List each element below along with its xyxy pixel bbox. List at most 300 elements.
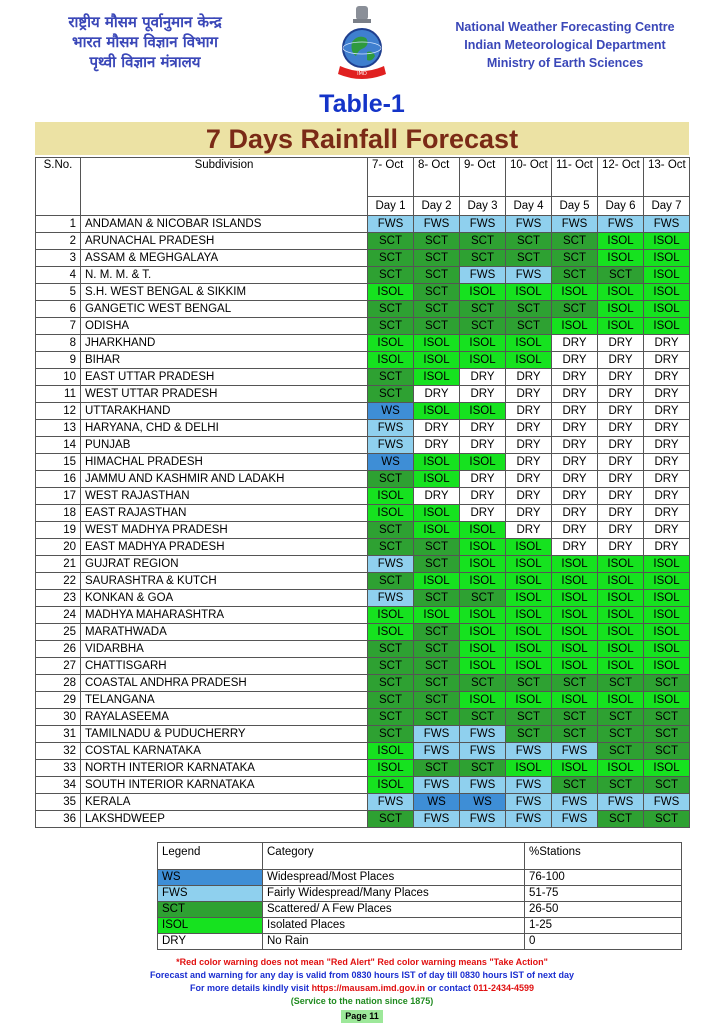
svg-text:IMD: IMD	[357, 71, 367, 77]
row-subdivision: ARUNACHAL PRADESH	[81, 233, 368, 250]
table-row	[36, 760, 690, 777]
day-header: Day 4	[506, 197, 552, 216]
legend-row	[158, 902, 682, 918]
forecast-cell: DRY	[506, 369, 552, 386]
row-sno: 19	[36, 522, 81, 539]
forecast-cell: ISOL	[414, 471, 460, 488]
forecast-cell: ISOL	[414, 369, 460, 386]
forecast-cell: DRY	[460, 386, 506, 403]
table-row	[36, 454, 690, 471]
forecast-cell: ISOL	[598, 301, 644, 318]
forecast-cell: SCT	[368, 692, 414, 709]
forecast-cell: SCT	[414, 692, 460, 709]
forecast-cell: WS	[368, 454, 414, 471]
forecast-cell: FWS	[460, 267, 506, 284]
table-row	[36, 675, 690, 692]
forecast-cell: ISOL	[368, 335, 414, 352]
forecast-cell: SCT	[598, 267, 644, 284]
forecast-cell: SCT	[368, 641, 414, 658]
row-subdivision: MARATHWADA	[81, 624, 368, 641]
row-subdivision: HIMACHAL PRADESH	[81, 454, 368, 471]
forecast-cell: SCT	[552, 301, 598, 318]
table-row	[36, 335, 690, 352]
validity-note: Forecast and warning for any day is valid from 0830 hours IST of day till 0830 hours IST of next day	[149, 970, 575, 980]
forecast-cell: SCT	[368, 573, 414, 590]
forecast-cell: ISOL	[598, 624, 644, 641]
table-row	[36, 743, 690, 760]
forecast-cell: ISOL	[506, 352, 552, 369]
table-row	[36, 420, 690, 437]
forecast-cell: SCT	[368, 301, 414, 318]
forecast-cell: ISOL	[506, 590, 552, 607]
row-sno: 3	[36, 250, 81, 267]
row-sno: 34	[36, 777, 81, 794]
hindi-line-1: राष्ट्रीय मौसम पूर्वानुमान केन्द्र	[68, 13, 222, 31]
forecast-cell: ISOL	[460, 624, 506, 641]
forecast-cell: ISOL	[552, 573, 598, 590]
row-sno: 7	[36, 318, 81, 335]
forecast-cell: DRY	[506, 488, 552, 505]
contact-line	[0, 982, 724, 995]
forecast-cell: SCT	[414, 641, 460, 658]
row-sno: 33	[36, 760, 81, 777]
forecast-cell: ISOL	[552, 590, 598, 607]
forecast-cell: ISOL	[552, 607, 598, 624]
footer	[0, 956, 724, 1023]
forecast-cell: DRY	[552, 522, 598, 539]
forecast-cell: SCT	[598, 811, 644, 828]
forecast-cell: ISOL	[414, 573, 460, 590]
english-line-2: Indian Meteorological Department	[464, 38, 666, 52]
row-subdivision: TELANGANA	[81, 692, 368, 709]
forecast-cell: DRY	[552, 352, 598, 369]
forecast-cell: SCT	[414, 590, 460, 607]
forecast-cell: SCT	[414, 318, 460, 335]
forecast-cell: FWS	[368, 794, 414, 811]
forecast-cell: ISOL	[644, 590, 690, 607]
forecast-cell: SCT	[368, 522, 414, 539]
forecast-cell: SCT	[552, 267, 598, 284]
forecast-cell: DRY	[460, 471, 506, 488]
row-subdivision: EAST UTTAR PRADESH	[81, 369, 368, 386]
row-subdivision: SOUTH INTERIOR KARNATAKA	[81, 777, 368, 794]
row-sno: 31	[36, 726, 81, 743]
row-sno: 9	[36, 352, 81, 369]
forecast-cell: ISOL	[460, 573, 506, 590]
table-row	[36, 471, 690, 488]
forecast-cell: ISOL	[644, 624, 690, 641]
row-subdivision: NORTH INTERIOR KARNATAKA	[81, 760, 368, 777]
date-header: 7- Oct	[368, 158, 414, 197]
forecast-cell: ISOL	[460, 403, 506, 420]
forecast-cell: DRY	[552, 386, 598, 403]
forecast-cell: FWS	[506, 743, 552, 760]
forecast-cell: ISOL	[644, 692, 690, 709]
forecast-cell: SCT	[368, 471, 414, 488]
row-subdivision: RAYALASEEMA	[81, 709, 368, 726]
row-subdivision: MADHYA MAHARASHTRA	[81, 607, 368, 624]
table-row	[36, 403, 690, 420]
date-header: 11- Oct	[552, 158, 598, 197]
forecast-cell: SCT	[644, 743, 690, 760]
forecast-cell: WS	[460, 794, 506, 811]
row-subdivision: GUJRAT REGION	[81, 556, 368, 573]
row-subdivision: WEST UTTAR PRADESH	[81, 386, 368, 403]
warning-note: *Red color warning does not mean "Red Alert" Red color warning means "Take Action"	[176, 957, 548, 967]
legend-category: Widespread/Most Places	[263, 870, 525, 886]
forecast-cell: ISOL	[598, 641, 644, 658]
forecast-cell: ISOL	[552, 284, 598, 301]
forecast-cell: FWS	[460, 216, 506, 233]
forecast-cell: SCT	[644, 811, 690, 828]
forecast-cell: DRY	[598, 386, 644, 403]
table-row	[36, 352, 690, 369]
row-sno: 21	[36, 556, 81, 573]
table-row	[36, 709, 690, 726]
forecast-cell: ISOL	[506, 284, 552, 301]
forecast-cell: ISOL	[598, 692, 644, 709]
forecast-cell: ISOL	[368, 488, 414, 505]
forecast-cell: DRY	[598, 335, 644, 352]
table-row	[36, 556, 690, 573]
forecast-cell: ISOL	[460, 522, 506, 539]
forecast-cell: ISOL	[598, 250, 644, 267]
row-subdivision: COASTAL ANDHRA PRADESH	[81, 675, 368, 692]
row-sno: 20	[36, 539, 81, 556]
english-header	[430, 18, 700, 72]
forecast-cell: DRY	[598, 352, 644, 369]
forecast-cell: SCT	[506, 675, 552, 692]
forecast-cell: DRY	[644, 335, 690, 352]
table-row	[36, 318, 690, 335]
forecast-cell: DRY	[644, 539, 690, 556]
sno-header: S.No.	[36, 158, 81, 216]
forecast-cell: ISOL	[368, 743, 414, 760]
forecast-cell: ISOL	[460, 335, 506, 352]
hindi-line-2: भारत मौसम विज्ञान विभाग	[72, 33, 218, 51]
row-sno: 16	[36, 471, 81, 488]
row-sno: 17	[36, 488, 81, 505]
forecast-cell: SCT	[368, 726, 414, 743]
forecast-cell: DRY	[644, 471, 690, 488]
forecast-cell: SCT	[552, 709, 598, 726]
forecast-cell: DRY	[644, 454, 690, 471]
english-line-3: Ministry of Earth Sciences	[486, 56, 644, 70]
forecast-cell: SCT	[368, 386, 414, 403]
forecast-cell: ISOL	[414, 505, 460, 522]
table-row	[36, 590, 690, 607]
table-row	[36, 641, 690, 658]
forecast-cell: FWS	[598, 794, 644, 811]
details-mid: or contact	[424, 983, 474, 993]
row-sno: 32	[36, 743, 81, 760]
forecast-cell: SCT	[598, 743, 644, 760]
forecast-cell: SCT	[368, 811, 414, 828]
forecast-cell: ISOL	[644, 760, 690, 777]
forecast-cell: DRY	[644, 505, 690, 522]
legend-col-header: Legend	[158, 843, 263, 870]
forecast-cell: DRY	[552, 505, 598, 522]
forecast-cell: DRY	[644, 522, 690, 539]
forecast-cell: SCT	[368, 267, 414, 284]
forecast-cell: ISOL	[506, 624, 552, 641]
forecast-cell: FWS	[368, 556, 414, 573]
row-sno: 15	[36, 454, 81, 471]
forecast-cell: SCT	[414, 709, 460, 726]
forecast-cell: FWS	[552, 216, 598, 233]
table-row	[36, 369, 690, 386]
forecast-cell: ISOL	[552, 760, 598, 777]
row-subdivision: ASSAM & MEGHGALAYA	[81, 250, 368, 267]
legend-code: DRY	[158, 934, 263, 950]
forecast-cell: SCT	[460, 590, 506, 607]
forecast-cell: ISOL	[552, 641, 598, 658]
forecast-cell: ISOL	[506, 760, 552, 777]
forecast-cell: ISOL	[414, 607, 460, 624]
forecast-cell: ISOL	[506, 573, 552, 590]
legend-code: ISOL	[158, 918, 263, 934]
table-row	[36, 794, 690, 811]
forecast-cell: SCT	[368, 658, 414, 675]
forecast-cell: FWS	[552, 743, 598, 760]
row-sno: 25	[36, 624, 81, 641]
stations-col-header: %Stations	[525, 843, 682, 870]
forecast-cell: DRY	[644, 420, 690, 437]
legend-row	[158, 934, 682, 950]
row-subdivision: EAST MADHYA PRADESH	[81, 539, 368, 556]
forecast-cell: FWS	[552, 794, 598, 811]
forecast-cell: SCT	[414, 233, 460, 250]
forecast-cell: DRY	[460, 420, 506, 437]
forecast-cell: SCT	[414, 539, 460, 556]
row-subdivision: WEST MADHYA PRADESH	[81, 522, 368, 539]
row-sno: 14	[36, 437, 81, 454]
table-row	[36, 539, 690, 556]
forecast-cell: SCT	[414, 675, 460, 692]
forecast-cell: DRY	[552, 403, 598, 420]
forecast-cell: DRY	[598, 420, 644, 437]
forecast-cell: ISOL	[506, 607, 552, 624]
row-sno: 18	[36, 505, 81, 522]
forecast-cell: SCT	[460, 709, 506, 726]
forecast-cell: SCT	[460, 760, 506, 777]
forecast-cell: ISOL	[644, 318, 690, 335]
forecast-cell: DRY	[506, 420, 552, 437]
forecast-cell: ISOL	[598, 318, 644, 335]
row-subdivision: LAKSHDWEEP	[81, 811, 368, 828]
legend-row	[158, 870, 682, 886]
day-header: Day 5	[552, 197, 598, 216]
legend-row	[158, 918, 682, 934]
forecast-cell: ISOL	[598, 760, 644, 777]
legend-stations: 76-100	[525, 870, 682, 886]
table-row	[36, 267, 690, 284]
legend-header-row	[158, 843, 682, 870]
forecast-cell: FWS	[414, 811, 460, 828]
row-sno: 35	[36, 794, 81, 811]
table-row	[36, 505, 690, 522]
forecast-cell: DRY	[414, 488, 460, 505]
forecast-cell: ISOL	[552, 692, 598, 709]
forecast-cell: FWS	[460, 743, 506, 760]
forecast-cell: SCT	[414, 760, 460, 777]
forecast-cell: SCT	[506, 233, 552, 250]
table-row	[36, 386, 690, 403]
row-subdivision: S.H. WEST BENGAL & SIKKIM	[81, 284, 368, 301]
forecast-cell: DRY	[414, 420, 460, 437]
day-header: Day 6	[598, 197, 644, 216]
forecast-cell: ISOL	[460, 658, 506, 675]
row-sno: 30	[36, 709, 81, 726]
forecast-cell: SCT	[460, 250, 506, 267]
forecast-cell: DRY	[552, 437, 598, 454]
forecast-cell: ISOL	[368, 607, 414, 624]
forecast-table	[35, 157, 690, 828]
forecast-cell: SCT	[460, 233, 506, 250]
forecast-cell: ISOL	[598, 284, 644, 301]
date-header: 8- Oct	[414, 158, 460, 197]
forecast-cell: SCT	[644, 726, 690, 743]
row-sno: 5	[36, 284, 81, 301]
forecast-cell: SCT	[460, 318, 506, 335]
forecast-cell: DRY	[598, 539, 644, 556]
legend-stations: 26-50	[525, 902, 682, 918]
forecast-cell: SCT	[552, 250, 598, 267]
forecast-cell: DRY	[598, 488, 644, 505]
forecast-cell: ISOL	[368, 505, 414, 522]
forecast-cell: ISOL	[460, 454, 506, 471]
forecast-cell: SCT	[368, 675, 414, 692]
forecast-cell: ISOL	[414, 522, 460, 539]
forecast-cell: FWS	[644, 794, 690, 811]
day-header: Day 2	[414, 197, 460, 216]
forecast-cell: ISOL	[368, 284, 414, 301]
forecast-cell: SCT	[644, 777, 690, 794]
forecast-cell: ISOL	[644, 556, 690, 573]
row-sno: 27	[36, 658, 81, 675]
legend-row	[158, 886, 682, 902]
row-sno: 2	[36, 233, 81, 250]
forecast-body	[36, 216, 690, 828]
forecast-cell: ISOL	[598, 658, 644, 675]
forecast-cell: ISOL	[368, 760, 414, 777]
date-header: 10- Oct	[506, 158, 552, 197]
row-subdivision: KONKAN & GOA	[81, 590, 368, 607]
forecast-cell: DRY	[552, 488, 598, 505]
forecast-cell: DRY	[552, 471, 598, 488]
forecast-cell: ISOL	[644, 658, 690, 675]
forecast-cell: FWS	[414, 743, 460, 760]
forecast-cell: ISOL	[598, 573, 644, 590]
row-sno: 24	[36, 607, 81, 624]
date-header: 13- Oct	[644, 158, 690, 197]
forecast-cell: SCT	[506, 301, 552, 318]
legend-table	[157, 842, 682, 950]
forecast-cell: SCT	[460, 301, 506, 318]
forecast-cell: DRY	[644, 403, 690, 420]
row-sno: 36	[36, 811, 81, 828]
forecast-cell: DRY	[506, 522, 552, 539]
table-title: Table-1	[319, 90, 405, 118]
row-sno: 8	[36, 335, 81, 352]
forecast-cell: ISOL	[552, 658, 598, 675]
forecast-cell: WS	[368, 403, 414, 420]
contact-phone: 011-2434-4599	[473, 983, 534, 993]
forecast-cell: SCT	[368, 318, 414, 335]
forecast-cell: FWS	[598, 216, 644, 233]
table-row	[36, 777, 690, 794]
row-subdivision: ODISHA	[81, 318, 368, 335]
forecast-cell: DRY	[598, 437, 644, 454]
table-row	[36, 284, 690, 301]
website-link[interactable]: https://mausam.imd.gov.in	[311, 983, 425, 993]
forecast-cell: DRY	[598, 403, 644, 420]
forecast-cell: SCT	[552, 777, 598, 794]
row-subdivision: N. M. M. & T.	[81, 267, 368, 284]
forecast-cell: FWS	[644, 216, 690, 233]
forecast-cell: ISOL	[644, 250, 690, 267]
imd-emblem-icon	[334, 4, 390, 84]
forecast-cell: FWS	[506, 777, 552, 794]
forecast-cell: SCT	[368, 233, 414, 250]
row-sno: 11	[36, 386, 81, 403]
forecast-cell: SCT	[414, 624, 460, 641]
forecast-cell: ISOL	[460, 607, 506, 624]
forecast-cell: SCT	[552, 726, 598, 743]
forecast-cell: ISOL	[644, 284, 690, 301]
forecast-cell: FWS	[506, 267, 552, 284]
forecast-cell: DRY	[460, 369, 506, 386]
forecast-cell: SCT	[552, 675, 598, 692]
forecast-cell: ISOL	[644, 607, 690, 624]
forecast-cell: DRY	[552, 420, 598, 437]
forecast-cell: DRY	[552, 335, 598, 352]
table-row	[36, 573, 690, 590]
forecast-cell: SCT	[368, 539, 414, 556]
forecast-cell: DRY	[506, 437, 552, 454]
hindi-header	[40, 12, 250, 72]
forecast-cell: DRY	[552, 539, 598, 556]
legend-code: WS	[158, 870, 263, 886]
forecast-cell: DRY	[460, 505, 506, 522]
table-row	[36, 488, 690, 505]
forecast-cell: DRY	[506, 471, 552, 488]
table-row	[36, 301, 690, 318]
forecast-cell: DRY	[460, 437, 506, 454]
forecast-cell: FWS	[368, 420, 414, 437]
legend-category: Scattered/ A Few Places	[263, 902, 525, 918]
row-subdivision: BIHAR	[81, 352, 368, 369]
day-header: Day 3	[460, 197, 506, 216]
forecast-cell: SCT	[506, 726, 552, 743]
forecast-cell: ISOL	[506, 641, 552, 658]
table-row	[36, 692, 690, 709]
forecast-cell: DRY	[414, 386, 460, 403]
forecast-cell: SCT	[598, 777, 644, 794]
row-subdivision: PUNJAB	[81, 437, 368, 454]
row-sno: 29	[36, 692, 81, 709]
forecast-cell: SCT	[506, 318, 552, 335]
forecast-cell: DRY	[506, 505, 552, 522]
forecast-cell: SCT	[414, 658, 460, 675]
forecast-cell: ISOL	[506, 658, 552, 675]
forecast-cell: ISOL	[460, 641, 506, 658]
forecast-cell: ISOL	[414, 454, 460, 471]
row-sno: 23	[36, 590, 81, 607]
table-row	[36, 216, 690, 233]
forecast-cell: FWS	[414, 216, 460, 233]
forecast-cell: ISOL	[368, 624, 414, 641]
